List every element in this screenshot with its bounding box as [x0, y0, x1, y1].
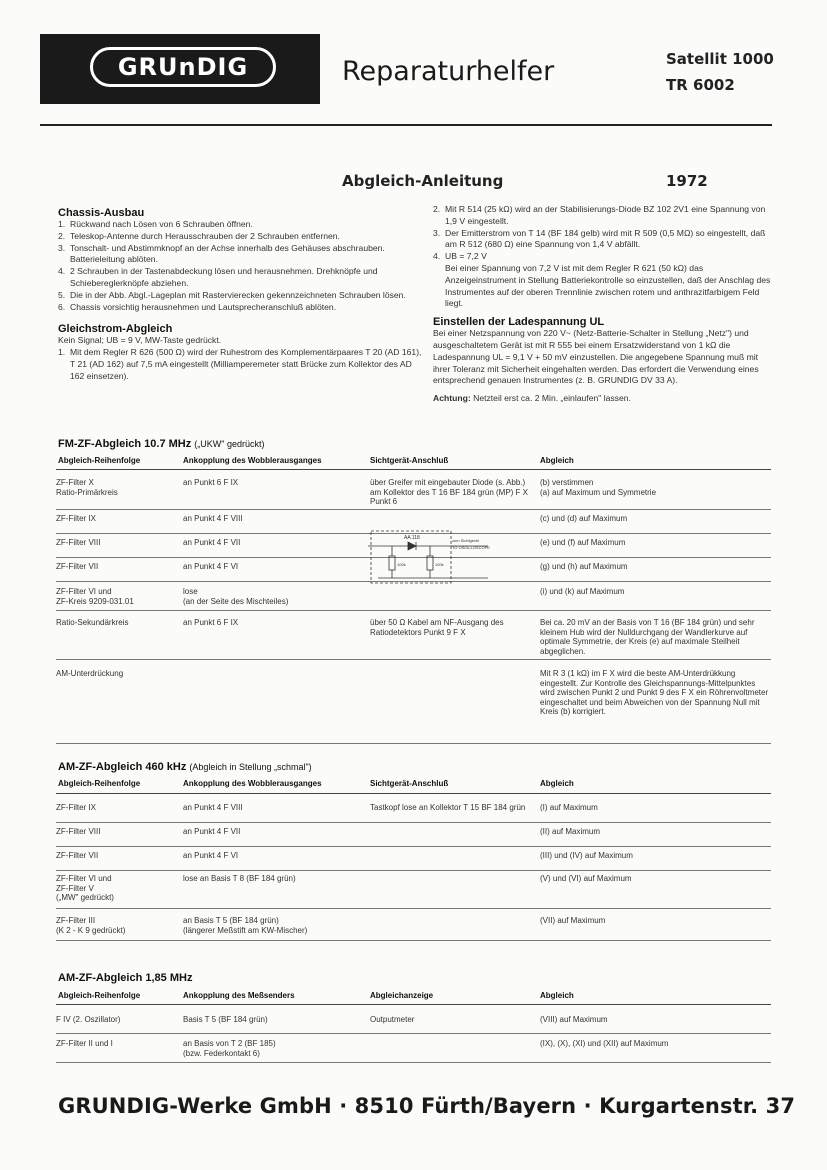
table-cell-4: (IX), (X), (XI) und (XII) auf Maximum: [540, 1039, 669, 1048]
am185-header-3: Abgleichanzeige: [370, 991, 434, 1000]
list-number: 2.: [58, 230, 66, 241]
subtitle: Abgleich-Anleitung: [342, 172, 504, 190]
fm-header-2: Ankopplung des Wobblerausganges: [183, 456, 322, 465]
table-cell-1: ZF-Filter VII: [56, 562, 99, 571]
row-divider: [56, 822, 771, 823]
diode-symbol: [408, 542, 416, 550]
gleichstrom-list-2: [433, 204, 773, 263]
list-number: 4.: [58, 266, 66, 277]
gleichstrom-intro: Kein Signal; UB = 9 V, MW-Taste gedrückt.: [58, 335, 222, 346]
table-cell-4: (e) und (f) auf Maximum: [540, 538, 626, 547]
item4-text: Bei einer Spannung von 7,2 V ist mit dem Regler R 621 (50 kΩ) das Anzeigeinstrument in Stellung Batteriekontrolle so einzustellen, daß der Anschlag des Instrumentes auf der oberen Trennlinie zwischen rotem und anthrazitfarbigem Feld liegt.: [445, 262, 771, 309]
chassis-list: [58, 219, 428, 313]
list-number: 1.: [58, 219, 66, 229]
row-divider: [56, 846, 771, 847]
table-cell-2: an Punkt 4 F VII: [183, 538, 241, 547]
list-item: [58, 302, 428, 314]
resistor-1: [389, 556, 395, 570]
table-cell-2: an Basis T 5 (BF 184 grün) (längerer Meßstift am KW-Mischer): [183, 916, 308, 935]
table-cell-2: lose an Basis T 8 (BF 184 grün): [183, 874, 296, 883]
am185-header-rule: [56, 1004, 771, 1005]
table-cell-2: an Punkt 4 F VI: [183, 562, 239, 571]
table-cell-1: ZF-Filter IX: [56, 514, 96, 523]
am460-header-rule: [56, 793, 771, 794]
model-name-1: Satellit 1000: [666, 50, 774, 68]
table-cell-2: an Basis von T 2 (BF 185) (bzw. Federkontakt 6): [183, 1039, 276, 1058]
table-cell-2: lose (an der Seite des Mischteiles): [183, 587, 289, 606]
row-divider: [56, 1033, 771, 1034]
year: 1972: [666, 172, 708, 190]
row-divider: [56, 1062, 771, 1063]
list-item: 2. Mit R 514 (25 kΩ) wird an der Stabilisierungs-Diode BZ 102 2V1 eine Spannung von 1,9 V eingestellt.: [433, 204, 766, 226]
table-cell-1: F IV (2. Oszillator): [56, 1015, 121, 1024]
am185-header-4: Abgleich: [540, 991, 574, 1000]
table-cell-4: (i) und (k) auf Maximum: [540, 587, 625, 596]
scope-label-2: TO OSCILLOSCOPE: [452, 545, 490, 550]
gleichstrom-heading: Gleichstrom-Abgleich: [58, 323, 173, 336]
am185-header-1: Abgleich-Reihenfolge: [58, 991, 141, 1000]
table-cell-4: (II) auf Maximum: [540, 827, 601, 836]
grundig-logo: [40, 34, 320, 104]
table-cell-4: (c) und (d) auf Maximum: [540, 514, 628, 523]
header-rule: [40, 124, 772, 126]
list-item: 4. UB = 7,2 V: [433, 251, 487, 262]
table-cell-2: an Punkt 6 F IX: [183, 618, 239, 627]
table-cell-1: ZF-Filter VIII: [56, 538, 101, 547]
list-text: Chassis vorsichtig herausnehmen und Lautsprecheranschluß ablöten.: [70, 301, 337, 312]
resistor-1-label: 100k: [397, 562, 406, 567]
table-cell-2: an Punkt 4 F VIII: [183, 514, 243, 523]
fm-header-3: Sichtgerät-Anschluß: [370, 456, 449, 465]
table-cell-4: (VII) auf Maximum: [540, 916, 606, 925]
am185-header-2: Ankopplung des Meßsenders: [183, 991, 295, 1000]
table-cell-4: (VIII) auf Maximum: [540, 1015, 608, 1024]
list-item: [58, 243, 428, 267]
am460-header-1: Abgleich-Reihenfolge: [58, 779, 141, 788]
row-divider: [56, 509, 771, 510]
table-cell-4: (b) verstimmen (a) auf Maximum und Symmetrie: [540, 478, 657, 497]
table-cell-2: an Punkt 6 F IX: [183, 478, 239, 487]
diode-probe-diagram: [368, 528, 504, 586]
table-cell-3: über 50 Ω Kabel am NF-Ausgang des Ratiodetektors Punkt 9 F X: [370, 618, 504, 637]
fm-header-4: Abgleich: [540, 456, 574, 465]
row-divider: [56, 743, 771, 744]
scope-label-1: zum Sichtgerät: [452, 538, 479, 543]
am460-table-title: AM-ZF-Abgleich 460 kHz (Abgleich in Stellung „schmal"): [58, 761, 312, 773]
table-cell-4: (I) auf Maximum: [540, 803, 598, 812]
am185-table-title: AM-ZF-Abgleich 1,85 MHz: [58, 972, 193, 984]
achtung-text: Netzteil erst ca. 2 Min. „einlaufen" lassen.: [473, 393, 631, 404]
list-text: Teleskop-Antenne durch Herausschrauben der 2 Schrauben entfernen.: [70, 230, 340, 241]
list-item: [58, 219, 428, 231]
table-cell-1: ZF-Filter VI und ZF-Filter V („MW" gedrückt): [56, 874, 114, 903]
table-cell-1: ZF-Filter VI und ZF-Kreis 9209-031.01: [56, 587, 134, 606]
am460-header-2: Ankopplung des Wobblerausganges: [183, 779, 322, 788]
table-cell-4: (III) und (IV) auf Maximum: [540, 851, 633, 860]
logo-text: GRUnDIG: [90, 47, 276, 87]
table-cell-1: AM-Unterdrückung: [56, 669, 124, 678]
table-cell-1: ZF-Filter VII: [56, 851, 99, 860]
fm-header-rule: [56, 469, 771, 470]
table-cell-3: Outputmeter: [370, 1015, 415, 1024]
list-text: Die in der Abb. Abgl.-Lageplan mit Rastervierecken gekennzeichneten Schrauben lösen.: [70, 289, 406, 300]
row-divider: [56, 908, 771, 909]
table-cell-1: ZF-Filter IX: [56, 803, 96, 812]
document-title: Reparaturhelfer: [342, 56, 555, 87]
table-cell-3: über Greifer mit eingebauter Diode (s. Abb.) am Kollektor des T 16 BF 184 grün (MP) F X Punkt 6: [370, 478, 528, 507]
achtung-label: Achtung:: [433, 393, 471, 404]
table-cell-3: Tastkopf lose an Kollektor T 15 BF 184 grün: [370, 803, 526, 812]
table-cell-1: Ratio-Sekundärkreis: [56, 618, 129, 627]
table-cell-2: an Punkt 4 F VIII: [183, 803, 243, 812]
table-cell-4: (V) und (VI) auf Maximum: [540, 874, 632, 883]
fm-table-title: FM-ZF-Abgleich 10.7 MHz („UKW" gedrückt): [58, 438, 265, 450]
resistor-2: [427, 556, 433, 570]
table-cell-1: ZF-Filter III (K 2 - K 9 gedrückt): [56, 916, 126, 935]
ladespannung-heading: Einstellen der Ladespannung UL: [433, 316, 605, 329]
table-cell-4: Mit R 3 (1 kΩ) im F X wird die beste AM-Unterdrükkung eingestellt. Zur Kontrolle des Gleichspannungs-Mittelpunktes wird zwischen Punkt 2 und Punkt 9 des F X ein Röhrenvoltmeter eingeschaltet und beim Abweichen von der Spannung Null mit Kreis (b) korrigiert.: [540, 669, 769, 717]
table-cell-2: an Punkt 4 F VI: [183, 851, 239, 860]
list-item: 3. Der Emitterstrom von T 14 (BF 184 gelb) wird mit R 509 (0,5 MΩ) so eingestellt, daß am R 512 (680 Ω) eine Spannung von 1,4 V abfällt.: [433, 227, 766, 250]
list-text: 2 Schrauben in der Tastenabdeckung lösen und herausnehmen. Drehknöpfe und Schiebereglerknöpfe abziehen.: [70, 266, 378, 288]
am460-header-3: Sichtgerät-Anschluß: [370, 779, 449, 788]
am460-header-4: Abgleich: [540, 779, 574, 788]
row-divider: [56, 870, 771, 871]
resistor-2-label: 100k: [435, 562, 444, 567]
ladespannung-text: Bei einer Netzspannung von 220 V~ (Netz-Batterie-Schalter in Stellung „Netz") und ausgeschaltetem Gerät ist mit R 555 bei einem Ersatzwiderstand von 1 kΩ die Ladespannung UL = 9,1 V + 50 mV einzustellen. Die angegebene Spannung muß mit ihrer Toleranz mit Sicherheit eingehalten werden. Das erfordert die Verwendung eines entsprechend genauen Instrumentes (z. B. GRUNDIG DV 33 A).: [433, 328, 759, 386]
list-text: Tonschalt- und Abstimmknopf an der Achse innerhalb des Gehäuses abschrauben. Batterieleitung ablöten.: [70, 242, 385, 265]
list-text: Rückwand nach Lösen von 6 Schrauben öffnen.: [70, 219, 253, 229]
table-cell-4: (g) und (h) auf Maximum: [540, 562, 628, 571]
list-number: 6.: [58, 301, 66, 312]
list-item: [58, 266, 428, 290]
list-item: [58, 290, 428, 302]
model-name-2: TR 6002: [666, 76, 735, 94]
table-cell-2: Basis T 5 (BF 184 grün): [183, 1015, 268, 1024]
list-item: [58, 231, 428, 243]
list-number: 3.: [58, 242, 66, 253]
footer-address: GRUNDIG-Werke GmbH · 8510 Fürth/Bayern · Kurgartenstr. 37: [58, 1094, 796, 1118]
table-cell-4: Bei ca. 20 mV an der Basis von T 16 (BF 184 grün) und sehr kleinem Hub wird der Nulldurchgang der Wandlerkurve auf optimale Symmetrie, der Kreis (e) auf maximale Steilheit abgeglichen.: [540, 618, 755, 656]
gleichstrom-list-1: [58, 347, 428, 382]
fm-header-1: Abgleich-Reihenfolge: [58, 456, 141, 465]
row-divider: [56, 659, 771, 660]
row-divider: [56, 610, 771, 611]
table-cell-1: ZF-Filter VIII: [56, 827, 101, 836]
diode-label: AA 118: [404, 535, 420, 541]
list-item: 1. Mit dem Regler R 626 (500 Ω) wird der Ruhestrom des Komplementärpaares T 20 (AD 161), T 21 (AD 162) auf 7,5 mA eingestellt (Milliamperemeter statt Brücke zum Kollektor des AD 162 einsetzen).: [58, 347, 422, 381]
right-column: [433, 204, 773, 405]
table-cell-2: an Punkt 4 F VII: [183, 827, 241, 836]
chassis-heading: Chassis-Ausbau: [58, 207, 145, 219]
left-column: [58, 207, 428, 383]
row-divider: [56, 940, 771, 941]
table-cell-1: ZF-Filter II und I: [56, 1039, 113, 1048]
table-cell-1: ZF-Filter X Ratio-Primärkreis: [56, 478, 118, 497]
list-number: 5.: [58, 289, 66, 300]
